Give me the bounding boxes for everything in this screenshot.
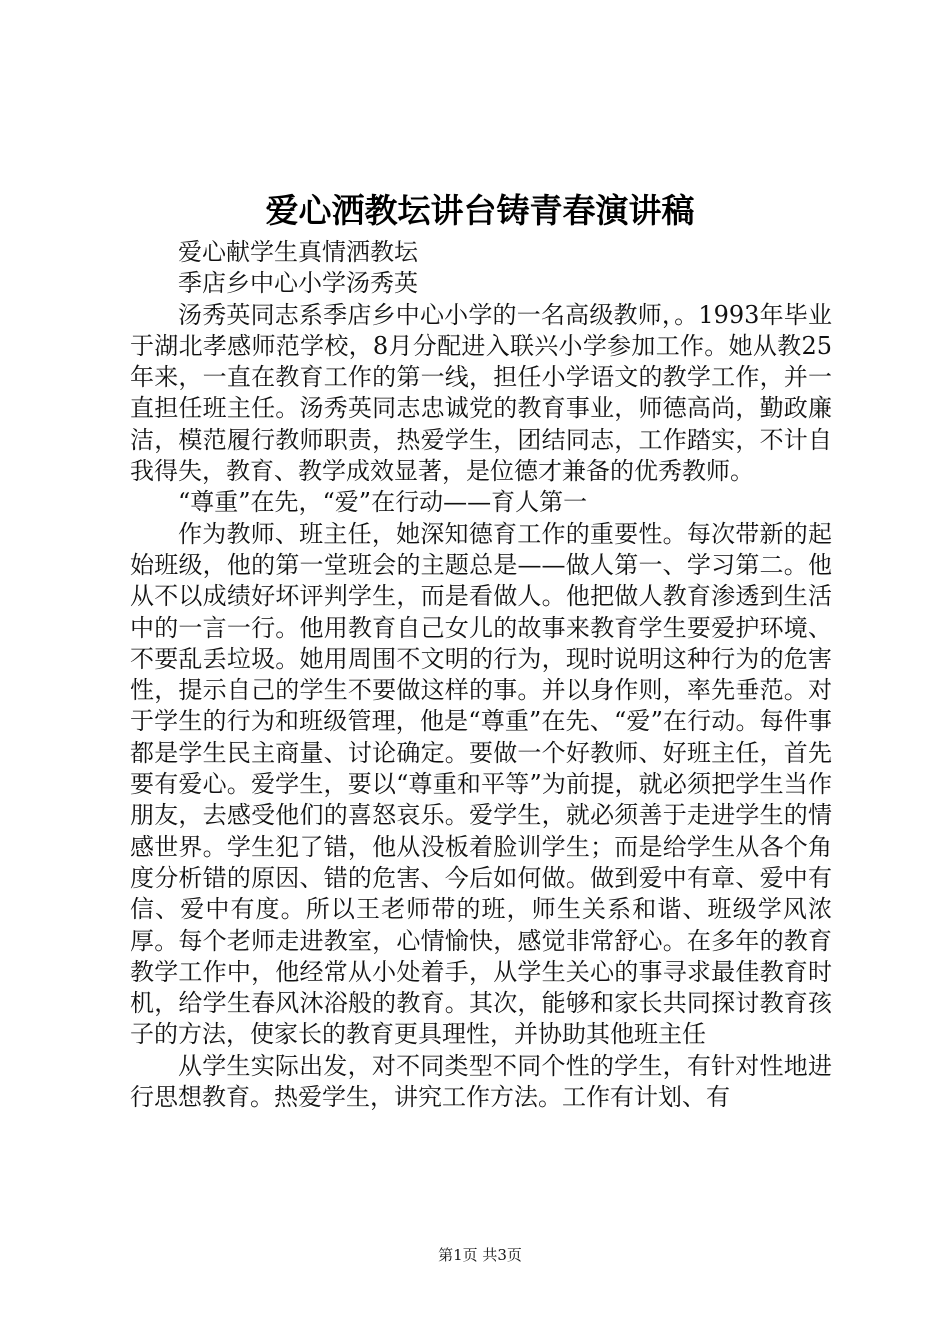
document-title: 爱心洒教坛讲台铸青春演讲稿: [265, 191, 695, 230]
page-footer: 第1页 共3页: [438, 1246, 522, 1264]
author-paragraph: 季店乡中心小学汤秀英: [178, 269, 418, 298]
section-heading: “尊重”在先，“爱”在行动——育人第一: [178, 488, 588, 517]
document-body: [130, 237, 832, 1113]
body-paragraph: 作为教师、班主任，她深知德育工作的重要性。每次带新的起始班级，他的第一堂班会的主题总是——做人第一、学习第二。他从不以成绩好坏评判学生，而是看做人。他把做人教育渗透到生活中的一言一行。他用教育自己女儿的故事来教育学生要爱护环境、不要乱丢垃圾。她用周围不文明的行为，现时说明这种行为的危害性，提示自己的学生不要做这样的事。并以身作则，率先垂范。对于学生的行为和班级管理，他是“尊重”在先、“爱”在行动。每件事都是学生民主商量、讨论确定。要做一个好教师、好班主任，首先要有爱心。爱学生，要以“尊重和平等”为前提，就必须把学生当作朋友，去感受他们的喜怒哀乐。爱学生，就必须善于走进学生的情感世界。学生犯了错，他从没板着脸训学生；而是给学生从各个角度分析错的原因、错的危害、今后如何做。做到爱中有章、爱中有信、爱中有度。所以王老师带的班，师生关系和谐、班级学风浓厚。每个老师走进教室，心情愉快，感觉非常舒心。在多年的教育教学工作中，他经常从小处着手，从学生关心的事寻求最佳教育时机，给学生春风沐浴般的教育。其次，能够和家长共同探讨教育孩子的方法，使家长的教育更具理性，并协助其他班主任: [130, 519, 832, 1049]
body-paragraph: 从学生实际出发，对不同类型不同个性的学生，有针对性地进行思想教育。热爱学生，讲究工作方法。工作有计划、有: [130, 1051, 832, 1112]
body-paragraph: 汤秀英同志系季店乡中心小学的一名高级教师，。1993年毕业于湖北孝感师范学校，8月分配进入联兴小学参加工作。她从教25年来，一直在教育工作的第一线，担任小学语文的教学工作，并一直担任班主任。汤秀英同志忠诚党的教育事业，师德高尚，勤政廉洁，模范履行教师职责，热爱学生，团结同志，工作踏实，不计自我得失，教育、教学成效显著，是位德才兼备的优秀教师。: [130, 300, 832, 486]
subtitle-paragraph: 爱心献学生真情洒教坛: [178, 238, 418, 266]
